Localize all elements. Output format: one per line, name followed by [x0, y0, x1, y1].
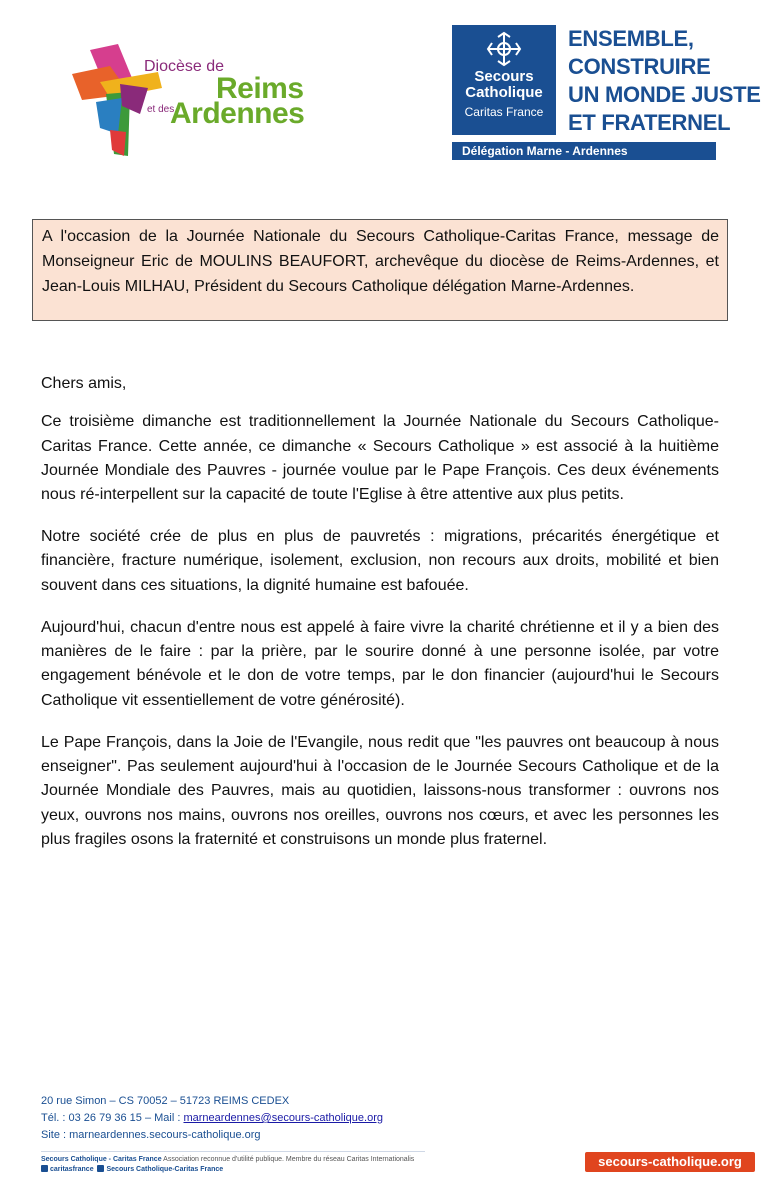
slogan-line: UN MONDE JUSTE — [568, 82, 761, 107]
slogan-line: ENSEMBLE, — [568, 26, 694, 51]
diocese-et-des: et des — [147, 104, 175, 115]
cross-icon — [484, 29, 524, 69]
intro-box: A l'occasion de la Journée Nationale du Secours Catholique-Caritas France, message de Monseigneur Eric de MOULINS BEAUFORT, archevêque du diocèse de Reims-Ardennes, et Jean-Louis MILHAU, Président du Secours Catholique délégation Marne-Ardennes. — [32, 219, 728, 321]
footer-legal-text: Association reconnue d'utilité publique. Membre du réseau Caritas Internationalis — [161, 1156, 415, 1163]
twitter-icon — [41, 1165, 48, 1172]
slogan — [568, 25, 761, 137]
footer-phone: Tél. : 03 26 79 36 15 – Mail : — [41, 1112, 184, 1124]
diocese-label: Diocèse de — [144, 58, 225, 75]
footer-legal — [41, 1155, 414, 1165]
footer-divider — [41, 1151, 425, 1152]
slogan-line: CONSTRUIRE — [568, 54, 711, 79]
diocese-ardennes: Ardennes — [170, 97, 305, 130]
website-badge[interactable]: secours-catholique.org — [585, 1152, 755, 1172]
footer-address-line: 20 rue Simon – CS 70052 – 51723 REIMS CEDEX — [41, 1095, 290, 1107]
footer-legal-org: Secours Catholique - Caritas France — [41, 1156, 162, 1163]
footer-site-line: Site : marneardennes.secours-catholique.org — [41, 1129, 261, 1141]
letter-body — [41, 372, 719, 870]
paragraph: Aujourd'hui, chacun d'entre nous est appelé à faire vivre la charité chrétienne et il y a bien des manières de le faire : par la prière, par le sourire donné à une personne isolée, par votre engagement bénévole et le don de votre temps, par le don financier (aujourd'hui le Secours Catholique vit essentiellement de votre générosité). — [41, 618, 719, 709]
paragraph: Notre société crée de plus en plus de pauvretés : migrations, précarités énergétique et financière, fracture numérique, isolement, exclusion, non recours aux droits, mobilité et bien souvent dans ces situations, la dignité humaine est bafouée. — [41, 528, 719, 594]
footer-facebook[interactable]: Secours Catholique-Caritas France — [106, 1166, 224, 1173]
slogan-line: ET FRATERNEL — [568, 110, 731, 135]
sc-name-caritas: Caritas France — [464, 105, 544, 119]
footer-social — [41, 1165, 223, 1175]
sc-name-catholique: Catholique — [465, 84, 543, 101]
diocese-reims: Reims — [216, 72, 304, 105]
paragraph: Le Pape François, dans la Joie de l'Evangile, nous redit que "les pauvres ont beaucoup à nous enseigner". Pas seulement aujourd'hui à l'occasion de le Journée Secours Catholique et de la Journée Mondiale des Pauvres, mais au quotidien, laissons-nous transformer : ouvrons nos yeux, ouvrons nos mains, ouvrons nos oreilles, ouvrons nos cœurs, et avec les personnes les plus fragiles osons la fraternité et construisons un monde plus fraternel. — [41, 733, 719, 848]
secours-catholique-logo — [452, 25, 556, 135]
facebook-icon — [97, 1165, 104, 1172]
footer-contact — [41, 1093, 383, 1144]
footer-twitter[interactable]: caritasfrance — [50, 1166, 94, 1173]
delegation-banner: Délégation Marne - Ardennes — [452, 142, 716, 160]
salutation: Chers amis, — [41, 375, 127, 392]
paragraph: Ce troisième dimanche est traditionnellement la Journée Nationale du Secours Catholique-Caritas France. Cette année, ce dimanche « Secours Catholique » est associé à la huitième Journée Mondiale des Pauvres - journée voulue par le Pape François. Ces deux événements nous ré-interpellent sur la capacité de toute l'Eglise à être attentive aux plus petits. — [41, 413, 719, 504]
footer-phone-line — [41, 1110, 383, 1127]
footer-email-link[interactable]: marneardennes@secours-catholique.org — [183, 1112, 383, 1124]
sc-name-secours: Secours — [474, 68, 534, 85]
